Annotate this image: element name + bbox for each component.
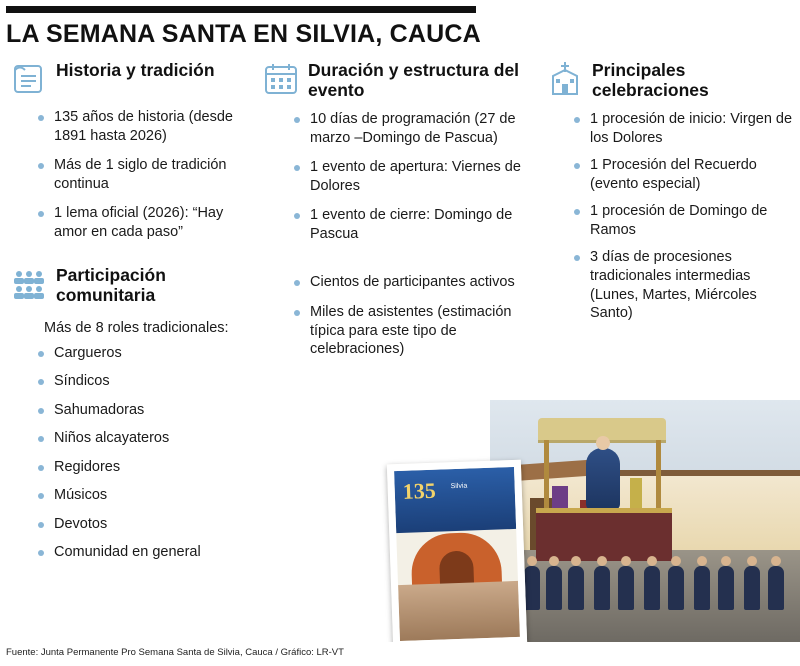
section-title: Historia y tradición [56,60,215,80]
carguero [694,566,710,610]
list-item: 1 lema oficial (2026): “Hay amor en cada paso” [38,204,260,241]
roles-list [10,344,260,562]
list-item: Cientos de participantes activos [294,273,542,292]
carguero [618,566,634,610]
list-item: 1 procesión de inicio: Virgen de los Dolores [574,110,796,147]
carguero [644,566,660,610]
cargueros-crowd [498,550,800,610]
scroll-icon [10,60,48,98]
virgin-statue [586,448,620,510]
carguero [524,566,540,610]
source-credit: Fuente: Junta Permanente Pro Semana Santa de Silvia, Cauca / Gráfico: LR-VT [6,647,344,658]
church-icon [546,60,584,98]
carguero [768,566,784,610]
section-title: Duración y estructura del evento [308,60,520,100]
section-title: Participación comunitaria [56,265,166,305]
column-right [546,58,796,332]
list-item: 135 años de historia (desde 1891 hasta 2026) [38,108,260,145]
carguero [668,566,684,610]
calendar-icon [262,60,300,98]
list-item: Músicos [38,486,260,505]
bullet-list [546,110,796,322]
poster-anniversary-number: 135 [402,477,437,504]
poster-arch-illustration [410,531,502,588]
poster-caption: Silvia [450,482,468,491]
list-item: Devotos [38,515,260,534]
attendance-list [262,273,542,358]
list-item: 10 días de programación (27 de marzo –Domingo de Pascua) [294,110,542,147]
section-header [10,58,260,98]
column-left [10,58,260,572]
poster-footer [398,581,520,641]
section-participacion [10,263,260,562]
page-title: LA SEMANA SANTA EN SILVIA, CAUCA [6,20,481,48]
people-group-icon [10,265,48,303]
anda-post [544,440,549,510]
list-item: Más de 1 siglo de tradición continua [38,156,260,193]
procession-photo [380,400,800,642]
list-item: Sahumadoras [38,401,260,420]
carguero [594,566,610,610]
column-middle [262,58,542,370]
list-item: 1 evento de apertura: Viernes de Dolores [294,158,542,195]
bullet-list [262,110,542,243]
carguero [744,566,760,610]
list-item: Comunidad en general [38,543,260,562]
list-item: Niños alcayateros [38,429,260,448]
anniversary-poster [387,460,527,642]
list-item: 1 evento de cierre: Domingo de Pascua [294,206,542,243]
carguero [718,566,734,610]
carguero [568,566,584,610]
list-item: Cargueros [38,344,260,363]
list-item: 1 Procesión del Recuerdo (evento especial) [574,156,796,193]
anda-post [656,440,661,510]
list-item: Síndicos [38,372,260,391]
carguero [546,566,562,610]
section-duracion [262,58,542,359]
list-item: 1 procesión de Domingo de Ramos [574,202,796,239]
list-item: Miles de asistentes (estimación típica para este tipo de celebraciones) [294,303,542,359]
section-celebraciones [546,58,796,323]
section-historia [10,58,260,241]
section-title: Principales celebraciones [592,60,709,100]
section-header [10,263,260,305]
bullet-list [10,108,260,241]
section-header [546,58,796,100]
list-item: 3 días de procesiones tradicionales intermedias (Lunes, Martes, Miércoles Santo) [574,248,796,322]
section-subheading: Más de 8 roles tradicionales: [44,320,229,337]
section-header [262,58,542,100]
list-item: Regidores [38,458,260,477]
title-rule [6,6,476,13]
